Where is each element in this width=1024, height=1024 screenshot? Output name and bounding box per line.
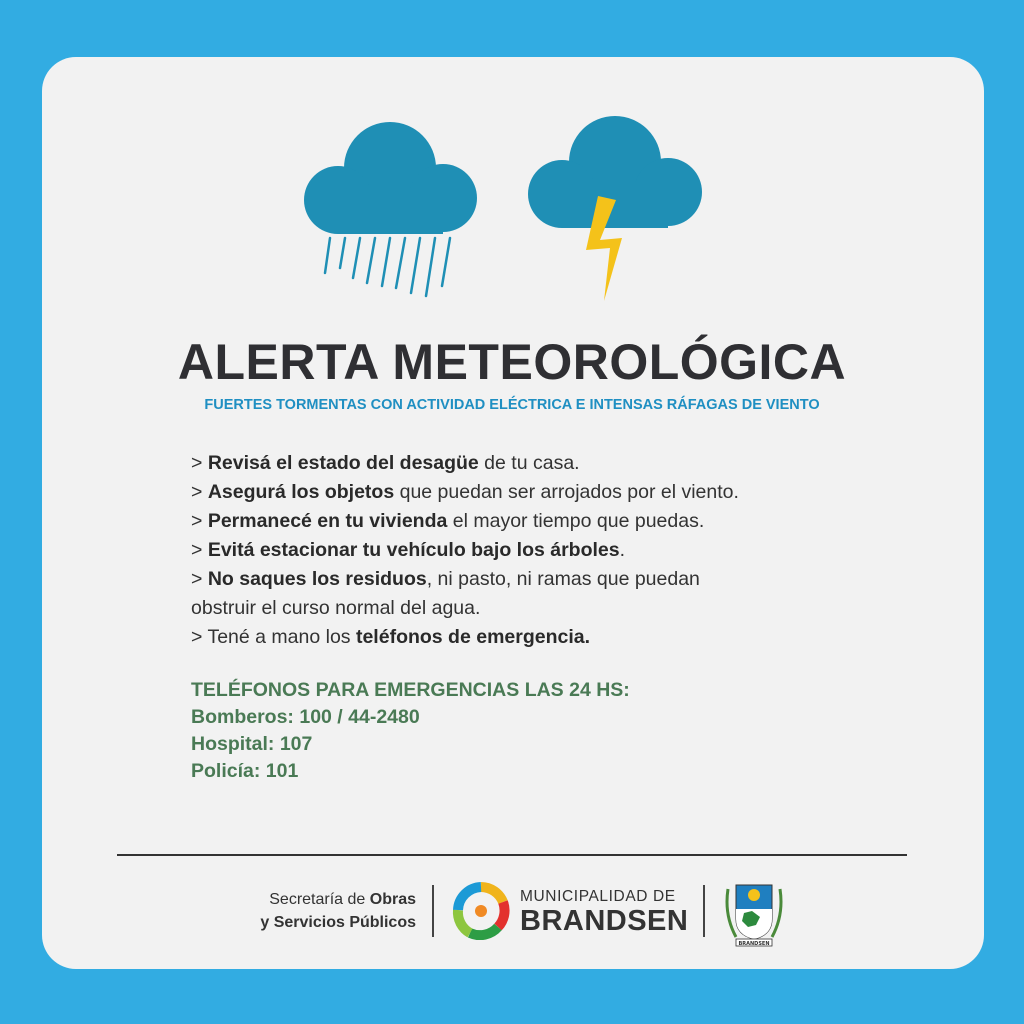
footer-divider <box>117 854 907 856</box>
storm-cloud-icon <box>528 116 702 301</box>
phone-item: Hospital: 107 <box>191 733 313 755</box>
tip-item: > Permanecé en tu vivienda el mayor tiempo que puedas. <box>191 510 705 532</box>
tip-item: > Asegurá los objetos que puedan ser arrojados por el viento. <box>191 481 739 503</box>
tips-list <box>191 449 871 652</box>
phones-heading: TELÉFONOS PARA EMERGENCIAS LAS 24 HS: <box>191 679 630 701</box>
tip-item-continuation: obstruir el curso normal del agua. <box>191 597 481 619</box>
municipal-crest-icon <box>722 875 786 949</box>
footer-separator <box>432 885 434 937</box>
secretaria-label: Secretaría de Obras y Servicios Públicos <box>260 891 416 931</box>
tip-item: > No saques los residuos, ni pasto, ni ramas que puedan <box>191 568 700 590</box>
phone-item: Policía: 101 <box>191 760 299 782</box>
rain-cloud-icon <box>304 122 477 296</box>
municipality-logo-icon <box>452 882 510 940</box>
page-subtitle: FUERTES TORMENTAS CON ACTIVIDAD ELÉCTRICA E INTENSAS RÁFAGAS DE VIENTO <box>204 397 820 413</box>
tip-item: > Tené a mano los teléfonos de emergencia. <box>191 626 591 648</box>
weather-icons <box>290 108 730 308</box>
emergency-phones <box>191 677 791 785</box>
page-title: ALERTA METEOROLÓGICA <box>177 334 847 390</box>
tip-item: > Evitá estacionar tu vehículo bajo los árboles. <box>191 539 626 561</box>
tip-item: > Revisá el estado del desagüe de tu casa. <box>191 452 580 474</box>
crest-label: BRANDSEN <box>738 941 770 947</box>
municipality-name: MUNICIPALIDAD DE BRANDSEN <box>520 888 689 937</box>
footer-separator <box>703 885 705 937</box>
phone-item: Bomberos: 100 / 44-2480 <box>191 706 420 728</box>
